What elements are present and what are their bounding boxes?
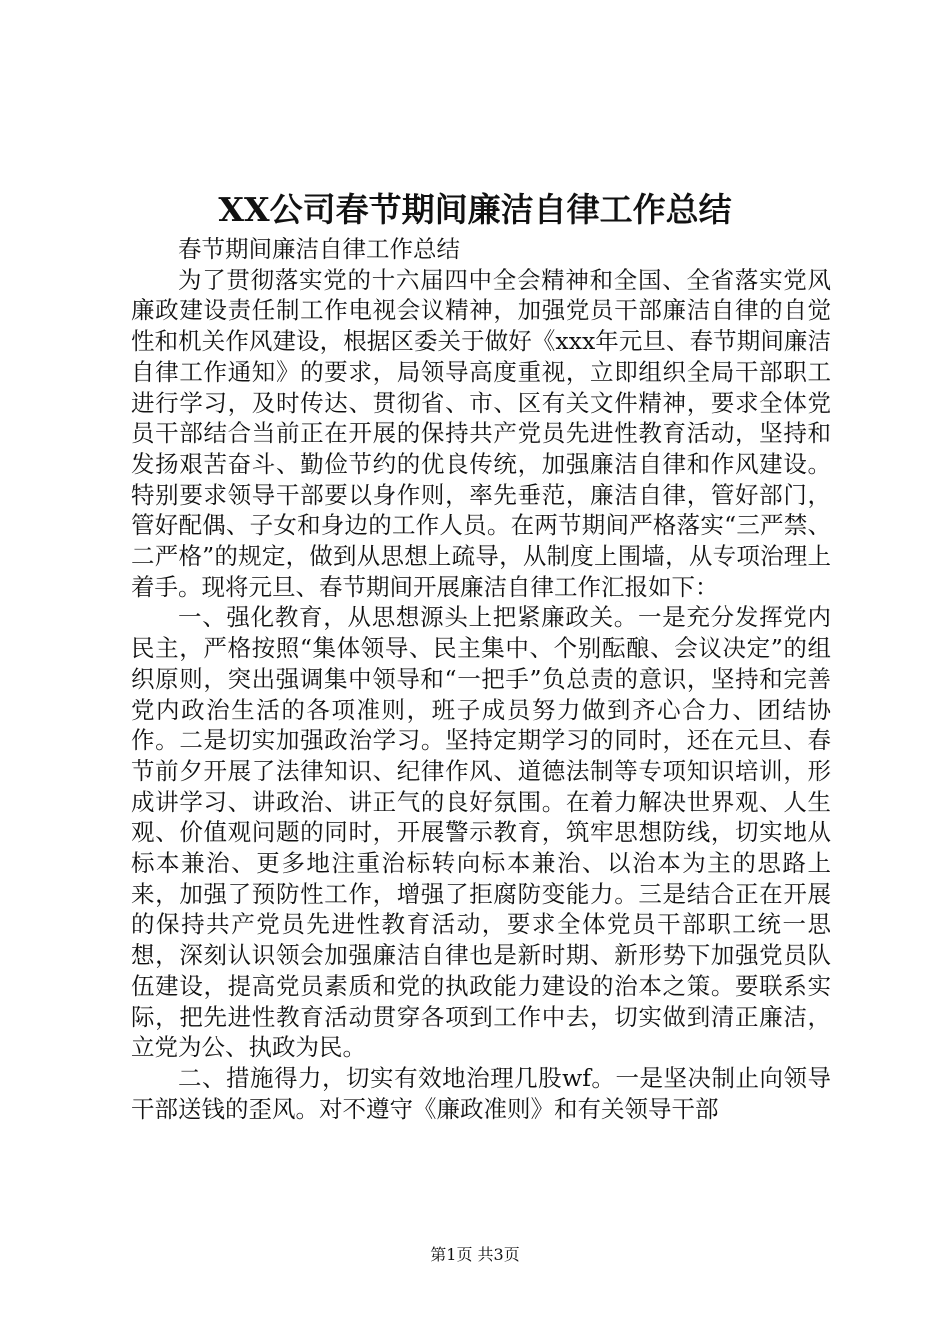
paragraph-section-2: 二、措施得力，切实有效地治理几股wf。一是坚决制止向领导干部送钱的歪风。对不遵守《廉政准则》和有关领导干部	[131, 1063, 831, 1123]
document-title: XX公司春节期间廉洁自律工作总结	[218, 190, 732, 229]
paragraph-intro: 为了贯彻落实党的十六届四中全会精神和全国、全省落实党风廉政建设责任制工作电视会议精神，加强党员干部廉洁自律的自觉性和机关作风建设，根据区委关于做好《xxx年元旦、春节期间廉洁自律工作通知》的要求，局领导高度重视，立即组织全局干部职工进行学习，及时传达、贯彻省、市、区有关文件精神，要求全体党员干部结合当前正在开展的保持共产党员先进性教育活动，坚持和发扬艰苦奋斗、勤俭节约的优良传统，加强廉洁自律和作风建设。特别要求领导干部要以身作则，率先垂范，廉洁自律，管好部门，管好配偶、子女和身边的工作人员。在两节期间严格落实“三严禁、二严格”的规定，做到从思想上疏导，从制度上围墙，从专项治理上着手。现将元旦、春节期间开展廉洁自律工作汇报如下：	[131, 265, 831, 601]
document-body	[131, 234, 831, 1124]
paragraph-section-1: 一、强化教育，从思想源头上把紧廉政关。一是充分发挥党内民主，严格按照“集体领导、民主集中、个别酝酿、会议决定”的组织原则，突出强调集中领导和“一把手”负总责的意识，坚持和完善党内政治生活的各项准则，班子成员努力做到齐心合力、团结协作。二是切实加强政治学习。坚持定期学习的同时，还在元旦、春节前夕开展了法律知识、纪律作风、道德法制等专项知识培训，形成讲学习、讲政治、讲正气的良好氛围。在着力解决世界观、人生观、价值观问题的同时，开展警示教育，筑牢思想防线，切实地从标本兼治、更多地注重治标转向标本兼治、以治本为主的思路上来，加强了预防性工作，增强了拒腐防变能力。三是结合正在开展的保持共产党员先进性教育活动，要求全体党员干部职工统一思想，深刻认识领会加强廉洁自律也是新时期、新形势下加强党员队伍建设，提高党员素质和党的执政能力建设的治本之策。要联系实际，把先进性教育活动贯穿各项到工作中去，切实做到清正廉洁，立党为公、执政为民。	[131, 603, 831, 1062]
page-footer: 第1页 共3页	[430, 1245, 520, 1264]
paragraph-subtitle: 春节期间廉洁自律工作总结	[178, 235, 460, 263]
